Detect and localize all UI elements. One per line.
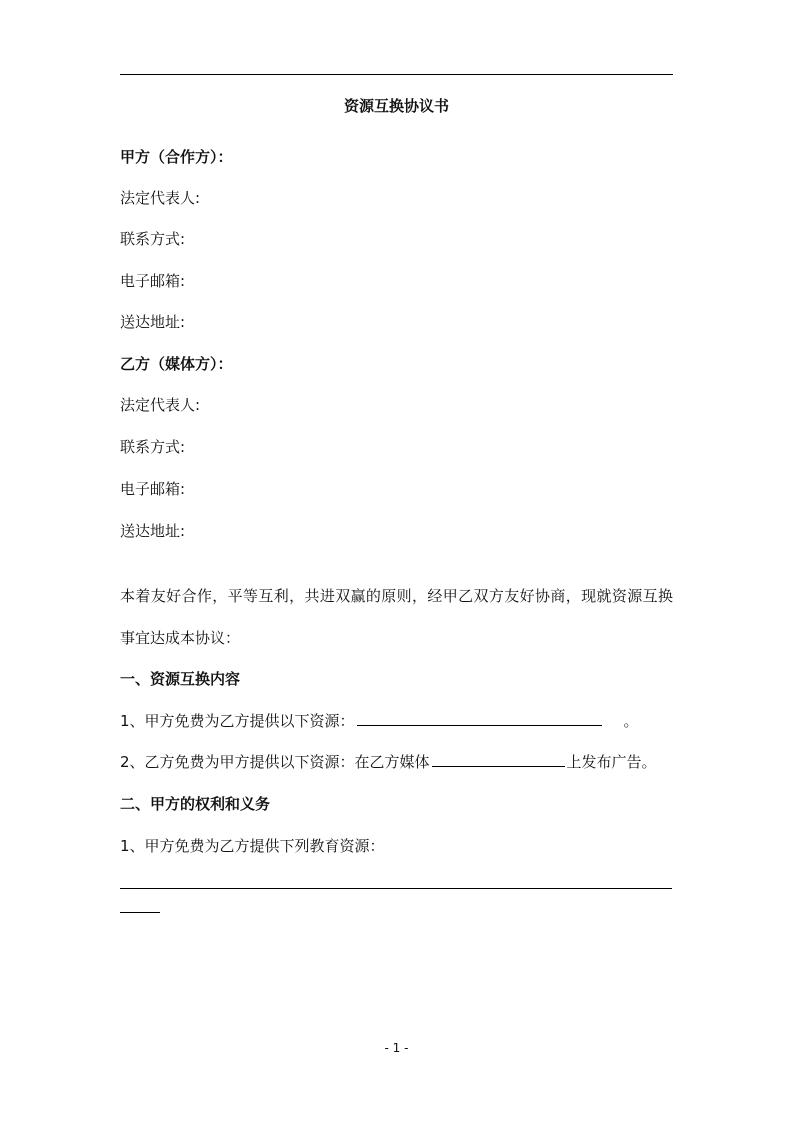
resource-fill-blank [357,710,602,726]
section1-item1-text: 1、甲方免费为乙方提供以下资源： [120,712,355,730]
party-b-contact-label: 联系方式: [120,438,186,456]
fill-in-line-continuation [120,912,160,913]
section1-item1-suffix: 。 [623,712,639,730]
party-a-contact-label: 联系方式: [120,230,186,248]
party-b-heading: 乙方（媒体方）： [120,355,233,373]
party-b-address-label: 送达地址: [120,522,186,540]
section1-item2-suffix: 上发布广告。 [566,753,657,771]
document-title: 资源互换协议书 [343,97,449,115]
party-a-legal-rep-label: 法定代表人: [120,189,201,207]
intro-paragraph: 本着友好合作，平等互利，共进双赢的原则，经甲乙双方友好协商，现就资源互换事宜达成本协议： [120,587,673,647]
section1-heading: 一、资源互换内容 [120,670,241,688]
section2-heading: 二、甲方的权利和义务 [120,795,271,813]
party-a-address-label: 送达地址: [120,313,186,331]
section1-item2-text: 2、乙方免费为甲方提供以下资源：在乙方媒体 [120,753,430,771]
party-b-legal-rep-label: 法定代表人: [120,396,201,414]
party-a-heading: 甲方（合作方）： [120,148,233,166]
media-fill-blank [432,751,565,767]
header-rule [120,74,673,75]
page-number: - 1 - [384,1041,409,1055]
section1-item2 [120,751,657,773]
party-b-email-label: 电子邮箱: [120,480,186,498]
section1-item1 [120,710,639,732]
fill-in-line [120,888,672,889]
party-a-email-label: 电子邮箱: [120,272,186,290]
section2-item1: 1、甲方免费为乙方提供下列教育资源： [120,837,385,855]
